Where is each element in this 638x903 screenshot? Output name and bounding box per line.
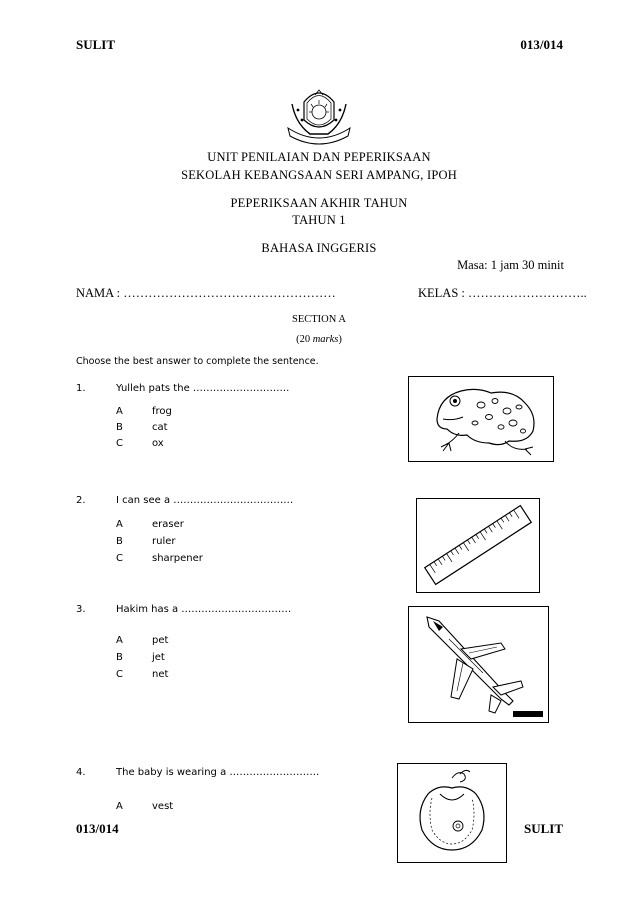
section-title: SECTION A — [292, 314, 346, 325]
exam-title: PEPERIKSAAN AKHIR TAHUN — [230, 196, 408, 210]
name-field[interactable]: NAMA : …………………………………………… — [76, 286, 336, 300]
option-text[interactable]: frog — [152, 406, 172, 417]
question-text: Yulleh pats the ……………………….. — [116, 383, 290, 394]
option-text[interactable]: cat — [152, 422, 168, 433]
school-name: SEKOLAH KEBANGSAAN SERI AMPANG, IPOH — [181, 168, 457, 182]
question-text: I can see a ……………………………… — [116, 495, 294, 506]
jet-picture — [408, 606, 549, 723]
frog-picture — [408, 376, 554, 462]
ruler-picture — [416, 498, 540, 593]
option-letter: A — [116, 635, 123, 646]
option-text[interactable]: sharpener — [152, 553, 203, 564]
subject-title: BAHASA INGGERIS — [261, 241, 377, 255]
option-letter: B — [116, 652, 123, 663]
option-letter: C — [116, 438, 123, 449]
option-letter: A — [116, 406, 123, 417]
option-text[interactable]: vest — [152, 801, 174, 812]
option-letter: C — [116, 553, 123, 564]
question-number: 4. — [76, 767, 86, 778]
unit-title: UNIT PENILAIAN DAN PEPERIKSAAN — [207, 150, 431, 164]
option-text[interactable]: eraser — [152, 519, 184, 530]
bib-picture — [397, 763, 507, 863]
option-letter: A — [116, 801, 123, 812]
option-letter: B — [116, 536, 123, 547]
school-logo — [284, 82, 354, 146]
question-text: Hakim has a …………………………… — [116, 604, 292, 615]
header-sulit: SULIT — [76, 37, 116, 52]
option-text[interactable]: jet — [152, 652, 165, 663]
question-number: 2. — [76, 495, 86, 506]
question-text: The baby is wearing a ……………………… — [116, 767, 320, 778]
footer-code: 013/014 — [76, 821, 119, 836]
option-letter: A — [116, 519, 123, 530]
duration: Masa: 1 jam 30 minit — [457, 258, 564, 272]
option-letter: C — [116, 669, 123, 680]
instruction: Choose the best answer to complete the sentence. — [76, 356, 319, 367]
option-text[interactable]: ox — [152, 438, 164, 449]
footer-sulit: SULIT — [523, 821, 563, 836]
class-field[interactable]: KELAS : ……………………….. — [418, 286, 587, 300]
option-text[interactable]: net — [152, 669, 169, 680]
question-number: 1. — [76, 383, 86, 394]
year-level: TAHUN 1 — [292, 213, 346, 227]
option-text[interactable]: ruler — [152, 536, 176, 547]
question-number: 3. — [76, 604, 86, 615]
header-code: 013/014 — [520, 37, 563, 52]
option-letter: B — [116, 422, 123, 433]
section-marks: (20 marks) — [296, 334, 342, 345]
option-text[interactable]: pet — [152, 635, 169, 646]
